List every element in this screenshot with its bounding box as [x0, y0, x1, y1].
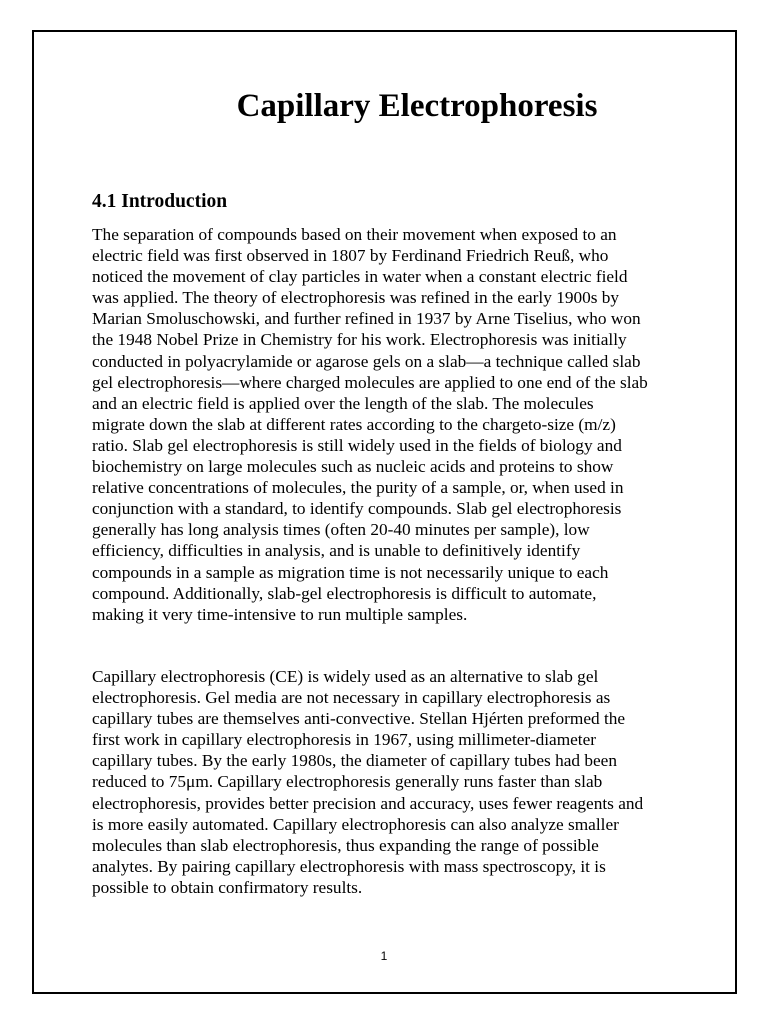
paragraph-line: migrate down the slab at different rates according to the chargeto-size (m/z)	[92, 414, 616, 434]
paragraph-line: electric field was first observed in 1807 by Ferdinand Friedrich Reuß, who	[92, 246, 609, 266]
paragraph-line: first work in capillary electrophoresis in 1967, using millimeter-diameter	[92, 730, 597, 750]
paragraph-line: relative concentrations of molecules, the purity of a sample, or, when used in	[92, 478, 624, 498]
paragraph-line: Capillary electrophoresis (CE) is widely used as an alternative to slab gel	[92, 667, 599, 686]
paragraph-line: biochemistry on large molecules such as nucleic acids and proteins to show	[92, 457, 614, 477]
paragraph-line: and an electric field is applied over the length of the slab. The molecules	[92, 393, 594, 413]
paragraph-line: making it very time-intensive to run multiple samples.	[92, 604, 468, 624]
paragraph-line: efficiency, difficulties in analysis, and is unable to definitively identify	[92, 541, 581, 561]
paragraph-line: conjunction with a standard, to identify compounds. Slab gel electrophoresis	[92, 499, 622, 519]
paragraph-line: the 1948 Nobel Prize in Chemistry for his work. Electrophoresis was initially	[92, 330, 627, 350]
paragraph-line: capillary tubes. By the early 1980s, the diameter of capillary tubes had been	[92, 751, 617, 771]
paragraph-line: Marian Smoluschowski, and further refined in 1937 by Arne Tiselius, who won	[92, 309, 641, 329]
paragraph-line: noticed the movement of clay particles in water when a constant electric field	[92, 267, 628, 287]
page-number: 1	[380, 949, 388, 963]
paragraph-line: capillary tubes are themselves anti-convective. Stellan Hjérten preformed the	[92, 709, 626, 729]
paragraph-line: conducted in polyacrylamide or agarose gels on a slab—a technique called slab	[92, 351, 641, 371]
paragraph-line: analytes. By pairing capillary electrophoresis with mass spectroscopy, it is	[92, 856, 606, 876]
paragraph-line: gel electrophoresis—where charged molecules are applied to one end of the slab	[92, 372, 648, 392]
paragraph-2	[92, 666, 692, 898]
paragraph-line: compound. Additionally, slab-gel electrophoresis is difficult to automate,	[92, 583, 597, 603]
section-heading: 4.1 Introduction	[92, 191, 228, 212]
paragraph-1	[92, 224, 692, 625]
paragraph-line: The separation of compounds based on their movement when exposed to an	[92, 225, 617, 244]
paragraph-line: is more easily automated. Capillary electrophoresis can also analyze smaller	[92, 814, 619, 834]
document-title: Capillary Electrophoresis	[236, 88, 598, 124]
paragraph-line: generally has long analysis times (often 20-40 minutes per sample), low	[92, 520, 590, 540]
paragraph-line: electrophoresis, provides better precision and accuracy, uses fewer reagents and	[92, 793, 644, 813]
paragraph-line: was applied. The theory of electrophoresis was refined in the early 1900s by	[92, 288, 620, 308]
paragraph-line: possible to obtain confirmatory results.	[92, 877, 363, 897]
paragraph-line: electrophoresis. Gel media are not necessary in capillary electrophoresis as	[92, 688, 611, 708]
paragraph-line: ratio. Slab gel electrophoresis is still widely used in the fields of biology and	[92, 435, 622, 455]
paragraph-line: reduced to 75μm. Capillary electrophoresis generally runs faster than slab	[92, 772, 603, 792]
paragraph-line: molecules than slab electrophoresis, thus expanding the range of possible	[92, 835, 599, 855]
paragraph-line: compounds in a sample as migration time is not necessarily unique to each	[92, 562, 609, 582]
